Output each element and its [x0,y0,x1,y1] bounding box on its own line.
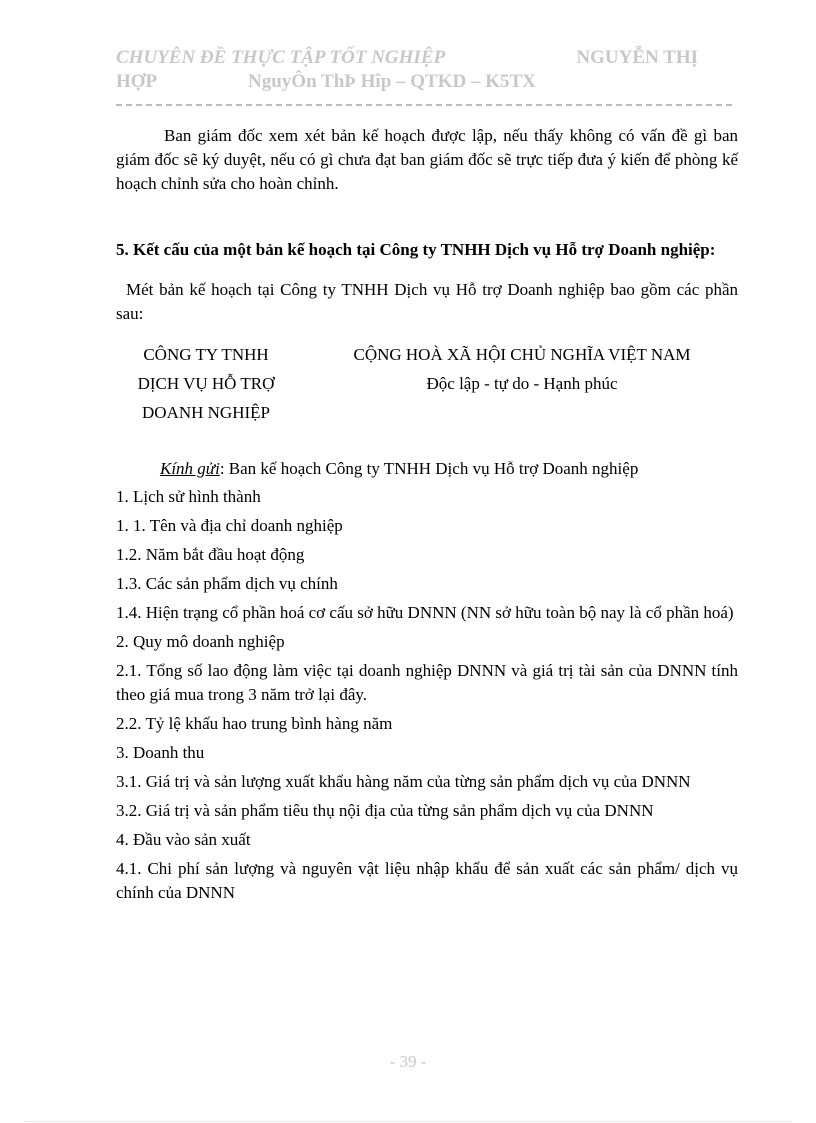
list-item: 4.1. Chi phí sản lượng và nguyên vật liệu nhập khẩu để sản xuất các sản phẩm/ dịch vụ chính của DNNN [116,859,738,902]
list-item: 1. Lịch sử hình thành [116,487,261,506]
intro-paragraph: Ban giám đốc xem xét bản kế hoạch được lập, nếu thấy không có vấn đề gì ban giám đốc sẽ ký duyệt, nếu có gì chưa đạt ban giám đốc sẽ trực tiếp đưa ý kiến để phòng kế hoạch chỉnh sửa cho hoàn chỉnh. [116,126,738,193]
outline-list [116,485,738,905]
list-item: 3.1. Giá trị và sản lượng xuất khẩu hàng năm của từng sản phẩm dịch vụ của DNNN [116,772,691,791]
list-item: 4. Đầu vào sản xuất [116,830,251,849]
company-line: DỊCH VỤ HỖ TRỢ [137,374,275,393]
company-line: CÔNG TY TNHH [143,345,269,364]
company-block [106,340,306,427]
list-item: 1.2. Năm bắt đầu hoạt động [116,545,305,564]
list-item: 2.1. Tổng số lao động làm việc tại doanh nghiệp DNNN và giá trị tài sản của DNNN tính theo giá mua trong 3 năm trở lại đây. [116,661,738,704]
republic-title: CỘNG HOÀ XÃ HỘI CHỦ NGHĨA VIỆT NAM [353,345,691,364]
page-header [116,46,738,94]
header-title: CHUYÊN ĐỀ THỰC TẬP TỐT NGHIỆP [116,47,446,68]
list-item: 2. Quy mô doanh nghiệp [116,632,285,651]
list-item: 1.3. Các sản phẩm dịch vụ chính [116,574,338,593]
greeting-text: : Ban kế hoạch Công ty TNHH Dịch vụ Hỗ trợ Doanh nghiệp [219,459,639,478]
footer-divider [24,1121,792,1122]
letterhead [116,340,738,427]
list-item: 3. Doanh thu [116,743,205,762]
national-motto: Độc lập - tự do - Hạnh phúc [426,374,618,393]
greeting-label: Kính gửi [160,459,220,478]
section-heading: 5. Kết cấu của một bản kế hoạch tại Công ty TNHH Dịch vụ Hỗ trợ Doanh nghiệp: [116,240,716,259]
page-number: - 39 - [389,1052,427,1071]
list-item: 3.2. Giá trị và sản phẩm tiêu thụ nội địa của từng sản phẩm dịch vụ của DNNN [116,801,654,820]
header-author-cont: HỢP [116,71,158,92]
company-line: DOANH NGHIỆP [142,403,270,422]
header-subtitle: NguyÔn ThÞ Hîp – QTKD – K5TX [248,71,536,92]
section-intro: Mét bản kế hoạch tại Công ty TNHH Dịch vụ Hỗ trợ Doanh nghiệp bao gồm các phần sau: [116,280,738,323]
header-author: NGUYỄN THỊ [576,47,698,68]
list-item: 1.4. Hiện trạng cổ phần hoá cơ cấu sở hữu DNNN (NN sở hữu toàn bộ nay là cổ phần hoá) [116,603,734,622]
document-body [116,124,738,910]
header-divider [116,104,732,106]
list-item: 1. 1. Tên và địa chỉ doanh nghiệp [116,516,343,535]
national-block [306,340,738,427]
greeting [116,457,738,481]
list-item: 2.2. Tỷ lệ khấu hao trung bình hàng năm [116,714,393,733]
